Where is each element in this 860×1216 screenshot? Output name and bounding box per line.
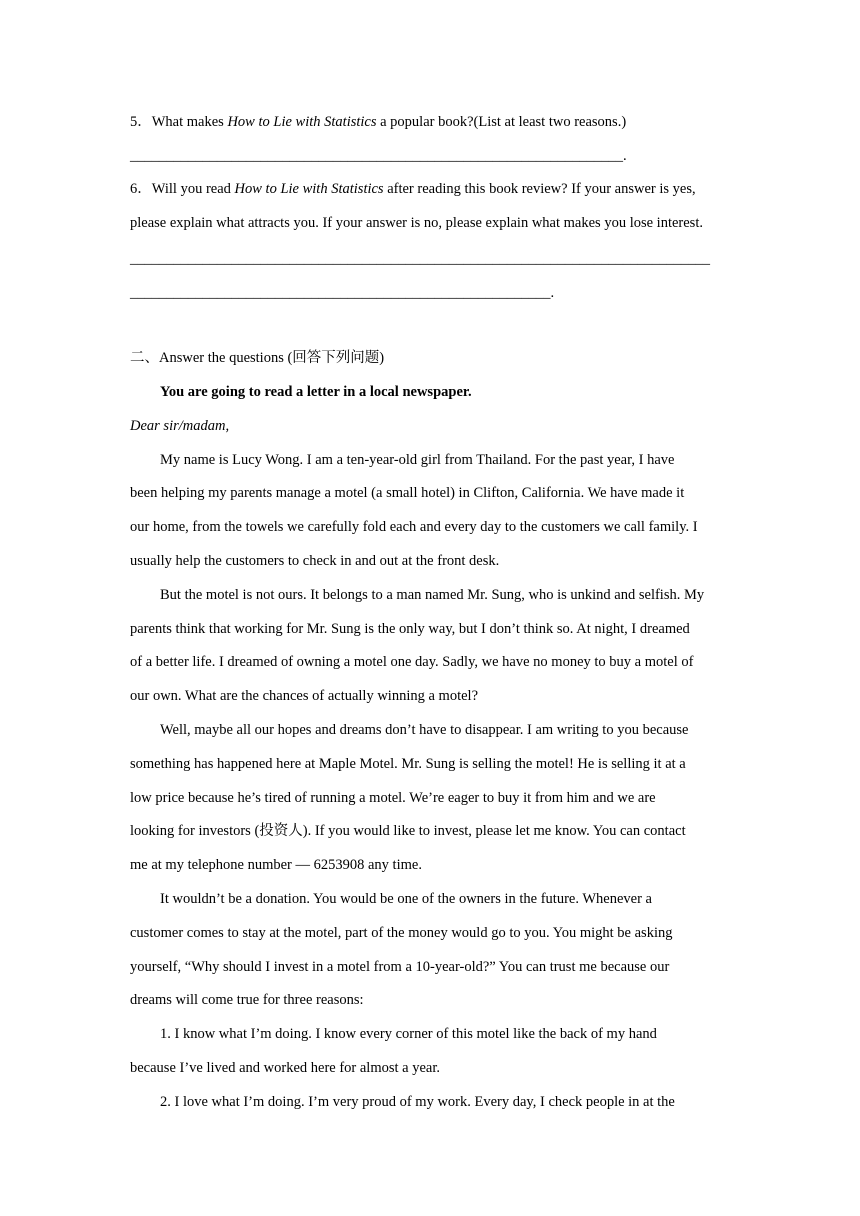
letter-line: something has happened here at Maple Motel. Mr. Sung is selling the motel! He is selling it at a [130,756,686,772]
letter-line: low price because he’s tired of running a motel. We’re eager to buy it from him and we are [130,790,656,806]
letter-line: our own. What are the chances of actually winning a motel? [130,688,479,704]
question-5 [130,111,730,133]
question-5-prefix: 5．What makes [130,114,228,130]
letter-line: yourself, “Why should I invest in a motel from a 10-year-old?” You can trust me because our [130,959,670,975]
question-6-suffix: after reading this book review? If your answer is yes, [383,181,696,197]
letter-line: Well, maybe all our hopes and dreams don’t have to disappear. I am writing to you because [160,722,689,738]
letter-line: 1. I know what I’m doing. I know every corner of this motel like the back of my hand [160,1026,657,1042]
answer-line-5: ____________________________________________________________________. [130,148,627,164]
question-6 [130,178,730,200]
salutation: Dear sir/madam, [130,418,230,434]
letter-line: me at my telephone number — 6253908 any time. [130,857,422,873]
letter-line: It wouldn’t be a donation. You would be one of the owners in the future. Whenever a [160,891,652,907]
letter-line: looking for investors (投资人). If you would like to invest, please let me know. You can contact [130,823,686,839]
answer-line-6a: ________________________________________________________________________________ [130,251,710,267]
question-5-suffix: a popular book?(List at least two reasons.) [376,114,627,130]
letter-line: parents think that working for Mr. Sung is the only way, but I don’t think so. At night, I dreamed [130,621,690,637]
instruction: You are going to read a letter in a local newspaper. [160,384,472,400]
letter-line: But the motel is not ours. It belongs to a man named Mr. Sung, who is unkind and selfish. My [160,587,705,603]
section-heading: 二、Answer the questions (回答下列问题) [130,350,385,366]
question-6-line-2: please explain what attracts you. If your answer is no, please explain what makes you lose interest. [130,215,703,231]
letter-line: customer comes to stay at the motel, part of the money would go to you. You might be asking [130,925,673,941]
book-title: How to Lie with Statistics [234,181,384,197]
question-6-prefix: 6．Will you read [130,181,235,197]
letter-line: been helping my parents manage a motel (a small hotel) in Clifton, California. We have made it [130,485,685,501]
book-title: How to Lie with Statistics [227,114,377,130]
letter-line: usually help the customers to check in and out at the front desk. [130,553,500,569]
letter-line: of a better life. I dreamed of owning a motel one day. Sadly, we have no money to buy a motel of [130,654,694,670]
letter-line: dreams will come true for three reasons: [130,992,364,1008]
answer-line-6b: __________________________________________________________. [130,285,555,301]
letter-line: My name is Lucy Wong. I am a ten-year-old girl from Thailand. For the past year, I have [160,452,675,468]
letter-line: our home, from the towels we carefully fold each and every day to the customers we call family. I [130,519,698,535]
letter-line: 2. I love what I’m doing. I’m very proud of my work. Every day, I check people in at the [160,1094,675,1110]
letter-line: because I’ve lived and worked here for almost a year. [130,1060,441,1076]
